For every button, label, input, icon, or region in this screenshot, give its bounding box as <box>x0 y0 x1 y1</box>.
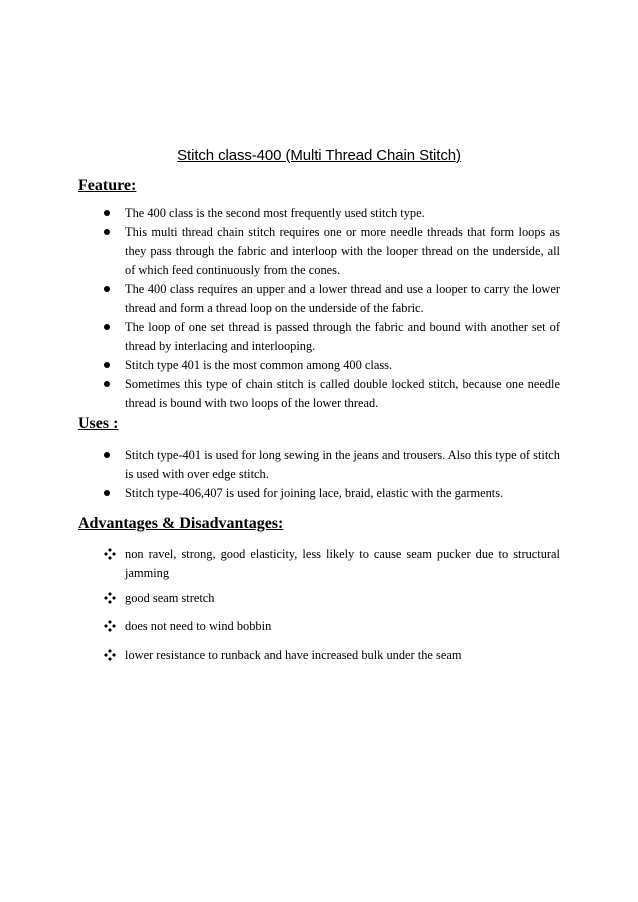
bullet-icon <box>104 286 110 292</box>
bullet-icon <box>104 324 110 330</box>
diamond-bullet-icon <box>104 649 116 661</box>
feature-heading: Feature: <box>78 177 137 194</box>
list-item-text: Stitch type-406,407 is used for joining lace, braid, elastic with the garments. <box>125 486 504 500</box>
bullet-icon <box>104 210 110 216</box>
list-item <box>104 589 560 608</box>
list-item-text: This multi thread chain stitch requires one or more needle threads that form loops as they pass through the fabric and interloop with the looper thread on the underside, all of which feed continuously from the cones. <box>125 225 560 277</box>
list-item <box>104 318 560 356</box>
diamond-bullet-icon <box>104 592 116 604</box>
feature-list <box>104 204 560 413</box>
list-item <box>104 280 560 318</box>
list-item <box>104 646 560 665</box>
list-item-text: The loop of one set thread is passed through the fabric and bound with another set of thread by interlacing and interlooping. <box>125 320 560 353</box>
diamond-bullet-icon <box>104 620 116 632</box>
bullet-icon <box>104 490 110 496</box>
list-item <box>104 356 560 375</box>
list-item <box>104 375 560 413</box>
bullet-icon <box>104 362 110 368</box>
list-item <box>104 446 560 484</box>
uses-list <box>104 446 560 503</box>
bullet-icon <box>104 452 110 458</box>
document-title: Stitch class-400 (Multi Thread Chain Stitch) <box>177 147 461 164</box>
list-item-text: Stitch type-401 is used for long sewing in the jeans and trousers. Also this type of stitch is used with over edge stitch. <box>125 448 560 481</box>
list-item-text: The 400 class requires an upper and a lower thread and use a looper to carry the lower thread and form a thread loop on the underside of the fabric. <box>125 282 560 315</box>
list-item <box>104 617 560 636</box>
list-item <box>104 545 560 583</box>
bullet-icon <box>104 381 110 387</box>
list-item-text: The 400 class is the second most frequently used stitch type. <box>125 206 425 220</box>
list-item-text: good seam stretch <box>125 591 215 605</box>
list-item-text: Stitch type 401 is the most common among 400 class. <box>125 358 393 372</box>
list-item <box>104 204 560 223</box>
list-item-text: lower resistance to runback and have increased bulk under the seam <box>125 648 462 662</box>
list-item-text: Sometimes this type of chain stitch is called double locked stitch, because one needle thread is bound with two loops of the lower thread. <box>125 377 560 410</box>
list-item <box>104 484 560 503</box>
uses-heading: Uses : <box>78 415 119 432</box>
diamond-bullet-icon <box>104 548 116 560</box>
list-item <box>104 223 560 280</box>
list-item-text: does not need to wind bobbin <box>125 619 272 633</box>
list-item-text: non ravel, strong, good elasticity, less likely to cause seam pucker due to structural jamming <box>125 547 560 580</box>
bullet-icon <box>104 229 110 235</box>
advantages-heading: Advantages & Disadvantages: <box>78 515 284 532</box>
